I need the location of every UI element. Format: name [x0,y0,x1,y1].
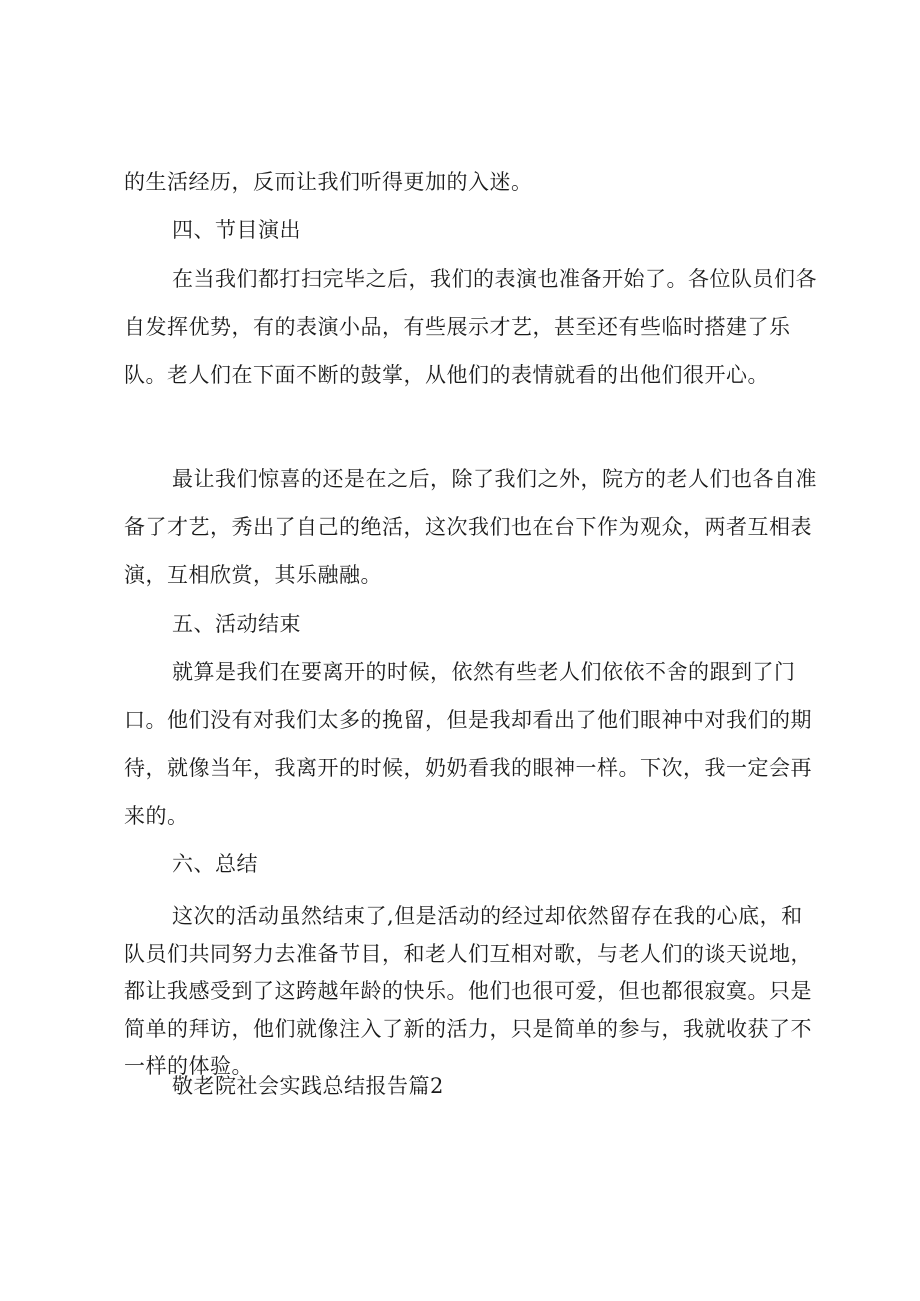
section-heading-end: 五、活动结束 [172,612,301,636]
article-title-part-2: 敬老院社会实践总结报告篇2 [172,1074,444,1098]
paragraph-surprise: 最让我们惊喜的还是在之后，除了我们之外，院方的老人们也各自准备了才艺，秀出了自己的绝活，这次我们也在台下作为观众，两者互相表演，互相欣赏，其乐融融。 [124,467,817,587]
paragraph-farewell: 就算是我们在要离开的时候，依然有些老人们依依不舍的跟到了门口。他们没有对我们太多的挽留，但是我却看出了他们眼神中对我们的期待，就像当年，我离开的时候，奶奶看我的眼神一样。下次，我一定会再来的。 [124,660,812,828]
paragraph-continued: 的生活经历，反而让我们听得更加的入迷。 [124,170,533,194]
paragraph-summary: 这次的活动虽然结束了,但是活动的经过却依然留存在我的心底，和队员们共同努力去准备节目，和老人们互相对歌，与老人们的谈天说地，都让我感受到了这跨越年龄的快乐。他们也很可爱，但也都很寂寞。只是简单的拜访，他们就像注入了新的活力，只是简单的参与，我就收获了不一样的体验。 [124,904,812,1078]
section-heading-performance: 四、节目演出 [172,218,301,242]
paragraph-performance: 在当我们都打扫完毕之后，我们的表演也准备开始了。各位队员们各自发挥优势，有的表演小品，有些展示才艺，甚至还有些临时搭建了乐队。老人们在下面不断的鼓掌，从他们的表情就看的出他们很开心。 [124,267,817,387]
section-heading-summary: 六、总结 [172,852,258,876]
